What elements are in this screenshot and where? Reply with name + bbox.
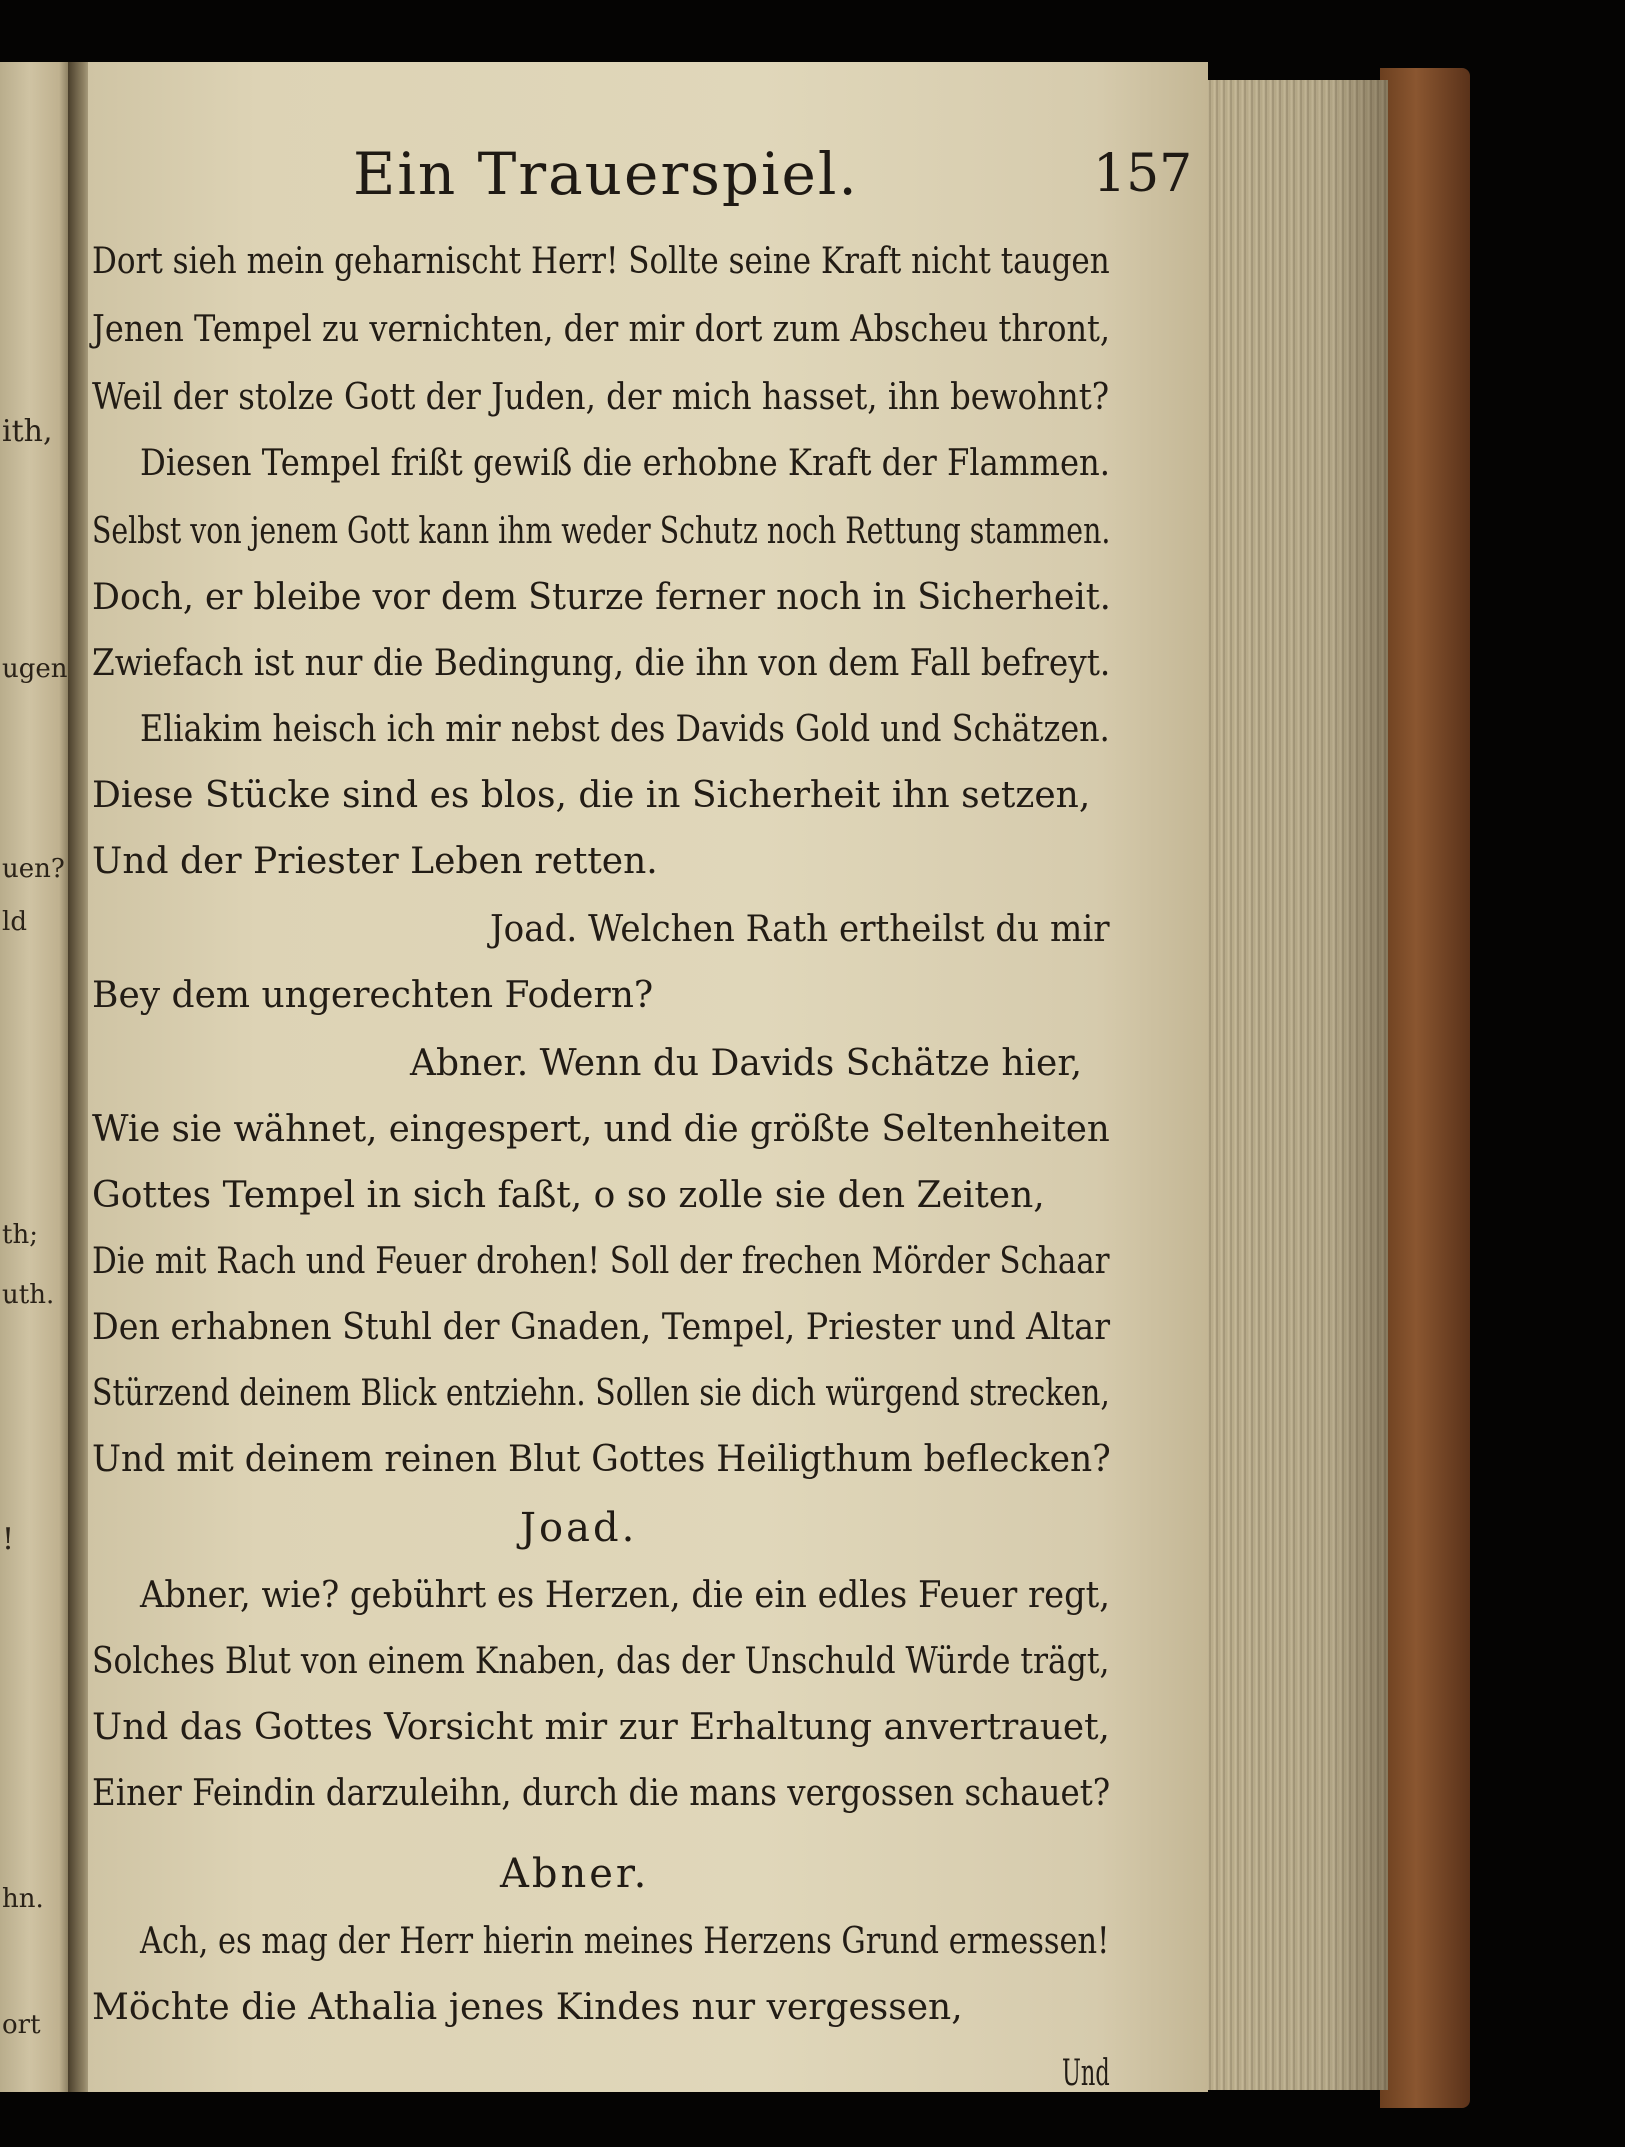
text-line: Diesen Tempel frißt gewiß die erhobne Kraft der Flammen.	[140, 443, 1111, 484]
page-header	[88, 140, 1193, 220]
text-line: Selbst von jenem Gott kann ihm weder Schutz noch Rettung stammen.	[92, 511, 1111, 552]
text-line: Die mit Rach und Feuer drohen! Soll der frechen Mörder Schaar	[92, 1241, 1110, 1282]
left-page-edge	[0, 62, 74, 2092]
text-line: Den erhabnen Stuhl der Gnaden, Tempel, Priester und Altar	[92, 1307, 1111, 1348]
text-line: Und der Priester Leben retten.	[92, 841, 658, 882]
text-line: Abner, wie? gebührt es Herzen, die ein edles Feuer regt,	[140, 1575, 1110, 1616]
text-line: Ach, es mag der Herr hierin meines Herzens Grund ermessen!	[140, 1921, 1110, 1962]
left-fragment: ld	[2, 907, 27, 937]
text-line: Gottes Tempel in sich faßt, o so zolle sie den Zeiten,	[92, 1175, 1045, 1216]
text-line: Dort sieh mein geharnischt Herr! Sollte seine Kraft nicht taugen	[92, 241, 1110, 282]
text-line: Und mit deinem reinen Blut Gottes Heiligthum beflecken?	[92, 1439, 1111, 1480]
left-fragment: hn.	[2, 1884, 44, 1914]
running-title: Ein Trauerspiel.	[353, 140, 859, 208]
text-line: Jenen Tempel zu vernichten, der mir dort zum Abscheu thront,	[92, 309, 1111, 350]
left-fragment: ugen	[2, 654, 68, 684]
left-fragment: th;	[2, 1220, 38, 1250]
text-line: Doch, er bleibe vor dem Sturze ferner noch in Sicherheit.	[92, 577, 1111, 618]
left-fragment: uen?	[2, 854, 65, 884]
text-line: Eliakim heisch ich mir nebst des Davids Gold und Schätzen.	[140, 709, 1110, 750]
left-fragment: uth.	[2, 1280, 55, 1310]
text-line: Wie sie wähnet, eingespert, und die größte Seltenheiten	[92, 1109, 1110, 1150]
left-fragment: ort	[2, 2010, 41, 2040]
text-line: Möchte die Athalia jenes Kindes nur vergessen,	[92, 1987, 963, 2028]
text-line: Weil der stolze Gott der Juden, der mich hasset, ihn bewohnt?	[92, 377, 1110, 418]
text-line: Bey dem ungerechten Fodern?	[92, 975, 654, 1016]
page-number: 157	[1093, 144, 1193, 204]
text-line: Abner. Wenn du Davids Schätze hier,	[410, 1043, 1083, 1084]
text-line: Zwiefach ist nur die Bedingung, die ihn von dem Fall befreyt.	[92, 643, 1111, 684]
left-fragment: ith,	[2, 414, 53, 449]
text-line: Und das Gottes Vorsicht mir zur Erhaltung anvertrauet,	[92, 1707, 1110, 1748]
text-line: Stürzend deinem Blick entziehn. Sollen sie dich würgend strecken,	[92, 1373, 1110, 1414]
text-line: Einer Feindin darzuleihn, durch die mans vergossen schauet?	[92, 1773, 1111, 1814]
text-line: Solches Blut von einem Knaben, das der Unschuld Würde trägt,	[92, 1641, 1110, 1682]
speaker-heading: Abner.	[500, 1851, 650, 1897]
text-line: Joad. Welchen Rath ertheilst du mir	[490, 909, 1110, 950]
speaker-heading: Joad.	[520, 1505, 638, 1551]
catchword: Und	[1062, 2053, 1110, 2094]
text-line: Diese Stücke sind es blos, die in Sicherheit ihn setzen,	[92, 775, 1091, 816]
book-cover	[1380, 68, 1470, 2108]
left-fragment: !	[2, 1522, 15, 1557]
